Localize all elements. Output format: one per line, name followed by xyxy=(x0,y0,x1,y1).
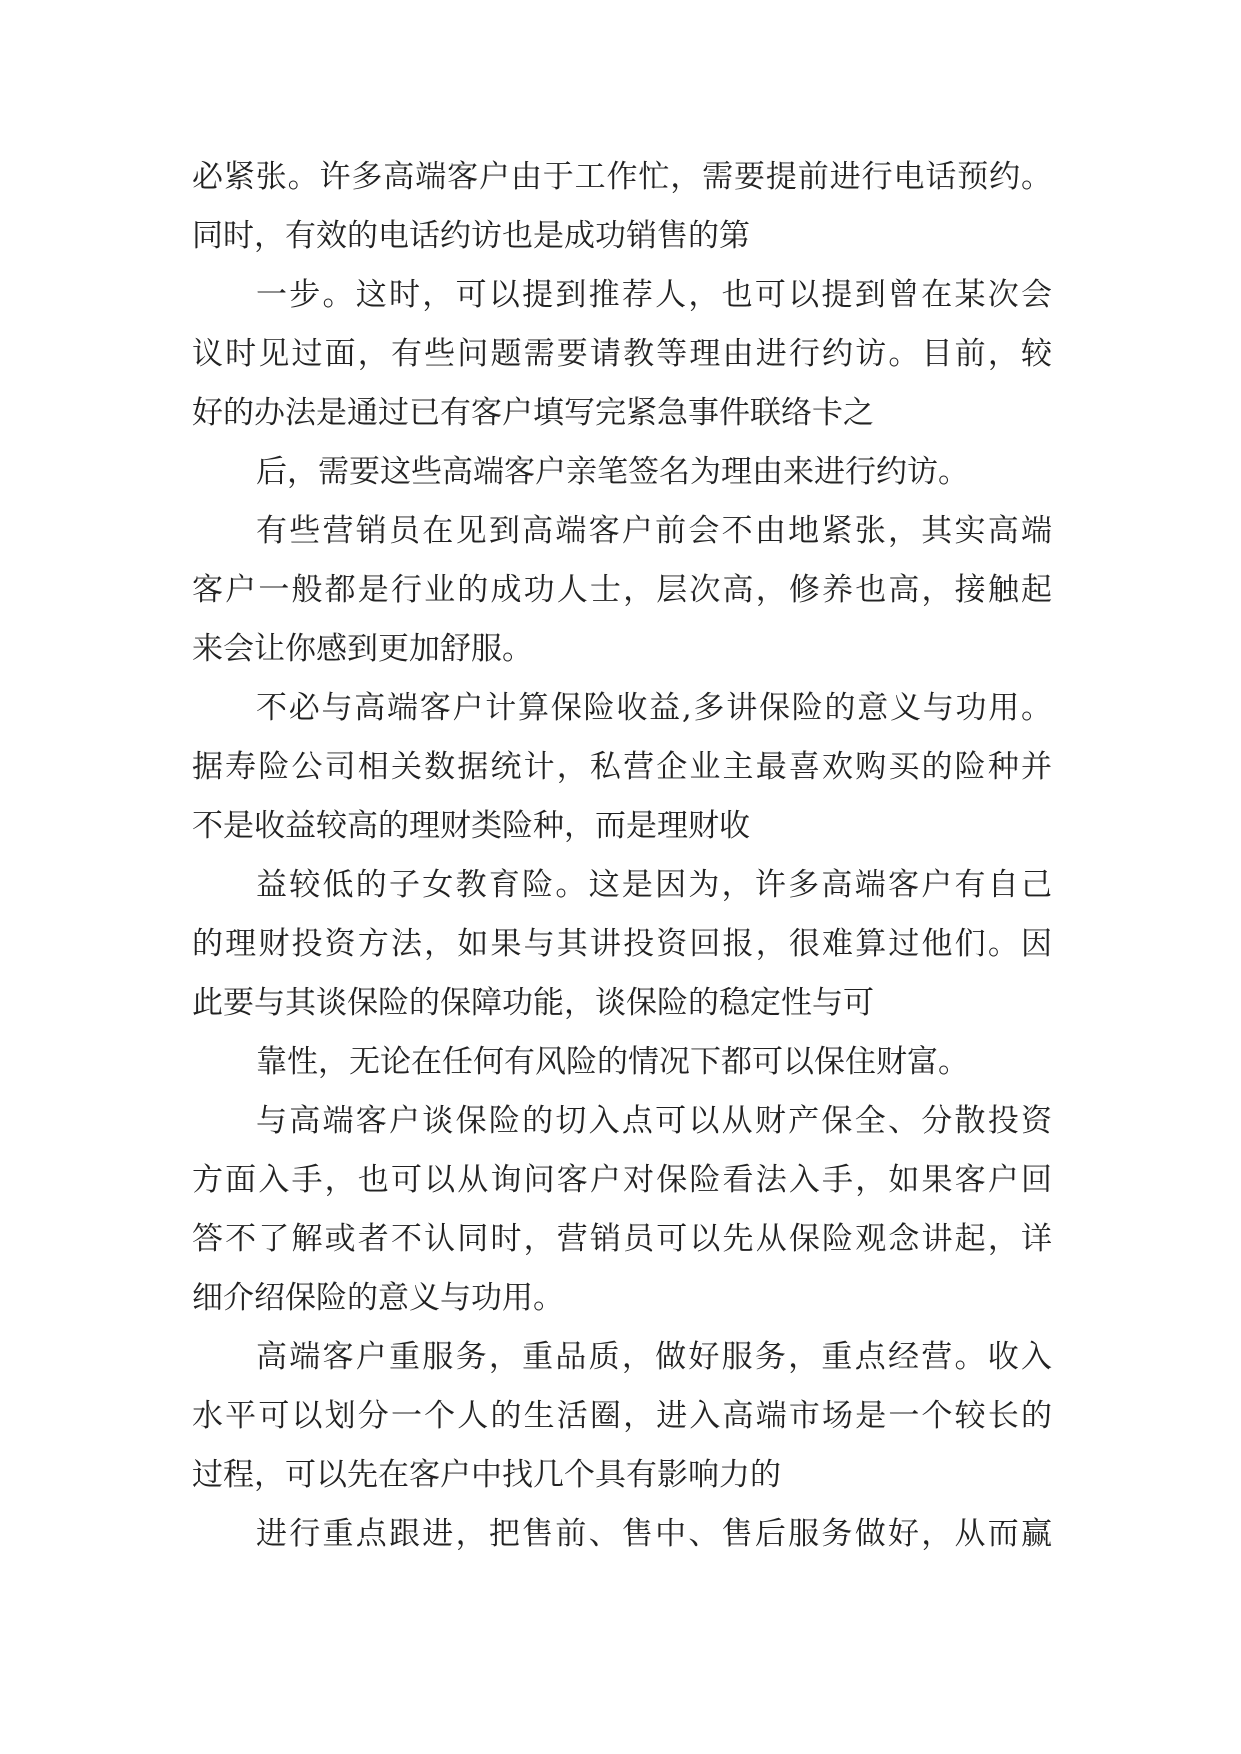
text-line: 一步。这时，可以提到推荐人，也可以提到曾在某次会 xyxy=(256,277,1052,313)
text-line: 此要与其谈保险的保障功能，谈保险的稳定性与可 xyxy=(192,985,874,1021)
text-line: 高端客户重服务，重品质，做好服务，重点经营。收入 xyxy=(256,1339,1052,1375)
document-page xyxy=(192,148,1052,1564)
text-line: 益较低的子女教育险。这是因为，许多高端客户有自己 xyxy=(256,867,1052,903)
text-line: 来会让你感到更加舒服。 xyxy=(192,631,533,667)
document-body xyxy=(192,148,1052,1564)
text-line: 不是收益较高的理财类险种，而是理财收 xyxy=(192,808,750,844)
text-line: 议时见过面，有些问题需要请教等理由进行约访。目前，较 xyxy=(192,336,1052,372)
text-line: 后，需要这些高端客户亲笔签名为理由来进行约访。 xyxy=(256,454,969,490)
text-line: 进行重点跟进，把售前、售中、售后服务做好，从而赢 xyxy=(256,1516,1052,1552)
text-line: 的理财投资方法，如果与其讲投资回报，很难算过他们。因 xyxy=(192,926,1052,962)
text-line: 水平可以划分一个人的生活圈，进入高端市场是一个较长的 xyxy=(192,1398,1052,1434)
text-line: 必紧张。许多高端客户由于工作忙，需要提前进行电话预约。 xyxy=(192,159,1052,195)
text-line: 同时，有效的电话约访也是成功销售的第 xyxy=(192,218,750,254)
text-line: 过程，可以先在客户中找几个具有影响力的 xyxy=(192,1457,781,1493)
text-line: 方面入手，也可以从询问客户对保险看法入手，如果客户回 xyxy=(192,1162,1052,1198)
text-line: 据寿险公司相关数据统计，私营企业主最喜欢购买的险种并 xyxy=(192,749,1052,785)
text-line: 答不了解或者不认同时，营销员可以先从保险观念讲起，详 xyxy=(192,1221,1052,1257)
text-line: 有些营销员在见到高端客户前会不由地紧张，其实高端 xyxy=(256,513,1052,549)
text-line: 客户一般都是行业的成功人士，层次高，修养也高，接触起 xyxy=(192,572,1052,608)
text-line: 与高端客户谈保险的切入点可以从财产保全、分散投资 xyxy=(256,1103,1052,1139)
text-line: 不必与高端客户计算保险收益,多讲保险的意义与功用。 xyxy=(256,690,1052,726)
text-line: 好的办法是通过已有客户填写完紧急事件联络卡之 xyxy=(192,395,874,431)
text-line: 靠性，无论在任何有风险的情况下都可以保住财富。 xyxy=(256,1044,969,1080)
text-line: 细介绍保险的意义与功用。 xyxy=(192,1280,564,1316)
